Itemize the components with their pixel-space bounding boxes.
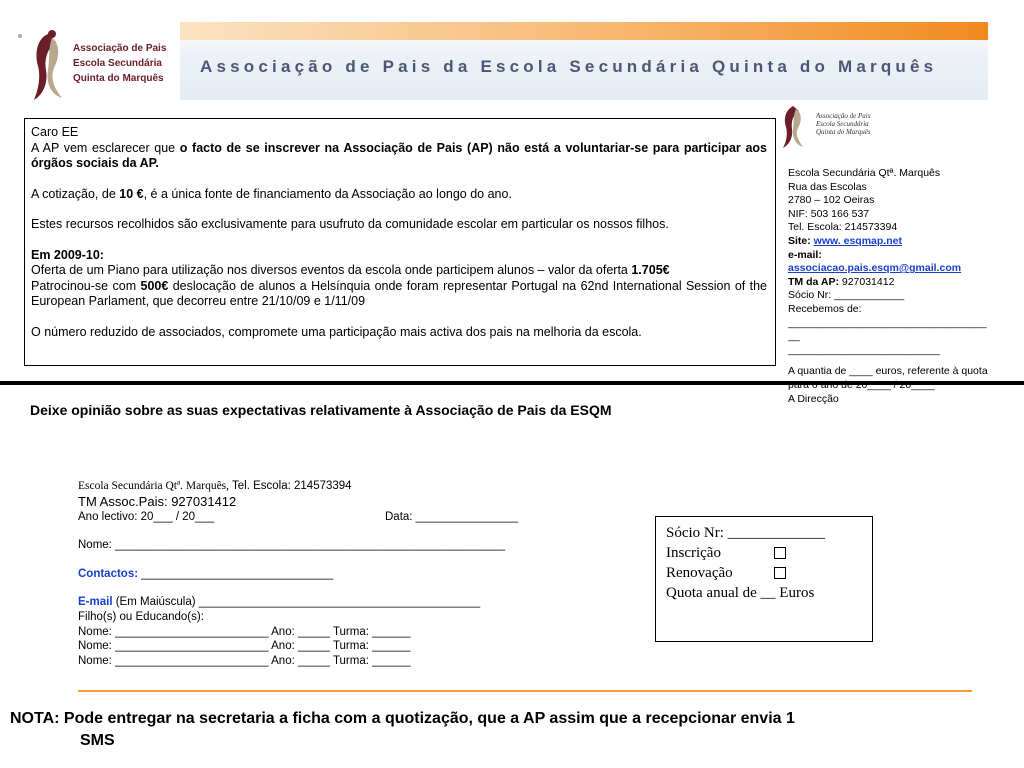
small-logo <box>780 102 890 150</box>
form-school: Escola Secundária Qtª. Marquês, Tel. Escola: 214573394 <box>78 480 352 492</box>
receipt-line-2: __ <box>788 330 800 343</box>
site-row: Site: www. esqmap.net <box>788 234 902 247</box>
contact-info <box>788 167 1018 406</box>
site-link[interactable]: www. esqmap.net <box>813 234 902 247</box>
inscription-checkbox[interactable] <box>774 547 786 559</box>
receipt-amount: A quantia de ____ euros, referente à quota <box>788 365 988 378</box>
child-row[interactable]: Nome: ________________________ Ano: _____ Turma: ______ <box>78 654 411 667</box>
receipt-received-from: Recebemos de: <box>788 302 862 315</box>
receipt-line-3: __________________________ <box>788 343 940 356</box>
date-field[interactable]: Data: ________________ <box>385 510 519 523</box>
receipt-signature: A Direcção <box>788 392 839 405</box>
receipt-year: para o ano de 20____ / 20____ <box>788 378 935 391</box>
small-logo-line-1: Associação de Pais <box>816 112 871 120</box>
letter-paragraph-5: Patrocinou-se com 500€ deslocação de alunos a Helsínquia onde foram representar Portugal na 62nd International Session of the European Parlament, que decorreu entre 21/10/09 e 1/11/09 <box>31 278 767 308</box>
form-year-row <box>78 510 638 525</box>
membership-form <box>78 479 638 668</box>
member-box <box>655 516 873 642</box>
contacts-field[interactable]: Contactos: ______________________________ <box>78 567 334 580</box>
association-logo <box>30 28 170 103</box>
renewal-checkbox[interactable] <box>774 567 786 579</box>
figure-logo-icon <box>30 28 70 103</box>
school-phone: Tel. Escola: 214573394 <box>788 221 898 234</box>
school-name: Escola Secundária Qtª. Marquês <box>788 167 941 179</box>
year-heading: Em 2009-10: <box>31 247 104 262</box>
note-line-2: SMS <box>80 732 115 749</box>
letter-paragraph-3: Estes recursos recolhidos são exclusivamente para usufruto da comunidade escolar em particular os nossos filhos. <box>31 217 669 231</box>
decorative-dot <box>18 34 22 38</box>
small-logo-line-3: Quinta do Marquês <box>816 128 871 136</box>
opinion-heading: Deixe opinião sobre as suas expectativas relativamente à Associação de Pais da ESQM <box>30 402 612 418</box>
letter-paragraph-2: A cotização, de 10 €, é a única fonte de financiamento da Associação ao longo do ano. <box>31 186 512 201</box>
note-line-1: NOTA: Pode entregar na secretaria a ficha com a quotização, que a AP assim que a recepcionar envia 1 <box>10 710 795 727</box>
school-year-field[interactable]: Ano lectivo: 20___ / 20___ <box>78 510 215 523</box>
member-number: Sócio Nr: _____________ <box>666 525 826 541</box>
note <box>10 708 1020 752</box>
small-figure-logo-icon <box>780 102 810 150</box>
postal-code: 2780 – 102 Oeiras <box>788 194 875 207</box>
street: Rua das Escolas <box>788 180 867 193</box>
child-row[interactable]: Nome: ________________________ Ano: _____ Turma: ______ <box>78 640 411 653</box>
children-label: Filho(s) ou Educando(s): <box>78 610 204 623</box>
name-field[interactable]: Nome: _____________________________________________________________ <box>78 539 506 552</box>
logo-line-1: Associação de Pais <box>73 43 167 54</box>
email-label: e-mail: <box>788 248 822 261</box>
annual-fee: Quota anual de __ Euros <box>666 585 815 601</box>
form-tm: TM Assoc.Pais: 927031412 <box>78 493 237 509</box>
letter-paragraph-4: Oferta de um Piano para utilização nos diversos eventos da escola onde participem alunos – valor da oferta 1.705€ <box>31 263 670 277</box>
salutation: Caro EE <box>31 125 79 139</box>
tm-row: TM da AP: 927031412 <box>788 275 895 288</box>
header-accent-bar <box>180 22 988 40</box>
nif: NIF: 503 166 537 <box>788 207 870 220</box>
page-title: Associação de Pais da Escola Secundária Quinta do Marquês <box>200 57 938 76</box>
email-field[interactable]: E-mail (Em Maiúscula) ____________________________________________ <box>78 596 481 609</box>
child-row[interactable]: Nome: ________________________ Ano: _____ Turma: ______ <box>78 625 411 638</box>
logo-line-2: Escola Secundária <box>73 58 162 69</box>
letter-box <box>24 118 776 366</box>
small-logo-line-2: Escola Secundária <box>816 120 869 128</box>
letter-paragraph-6: O número reduzido de associados, compromete uma participação mais activa dos pais na melhoria da escola. <box>31 324 642 339</box>
inscription-row: Inscrição <box>666 543 872 563</box>
email-link[interactable]: associacao.pais.esqm@gmail.com <box>788 262 962 275</box>
logo-line-3: Quinta do Marquês <box>73 73 164 84</box>
receipt-line-1: __________________________________ <box>788 316 987 329</box>
email-row <box>788 262 1018 276</box>
receipt-member-number: Sócio Nr: ____________ <box>788 289 905 302</box>
renewal-row: Renovação <box>666 563 872 583</box>
orange-divider <box>78 690 972 692</box>
letter-paragraph-1: A AP vem esclarecer que o facto de se inscrever na Associação de Pais (AP) não está a voluntariar-se para participar aos órgãos sociais da AP. <box>31 140 767 170</box>
